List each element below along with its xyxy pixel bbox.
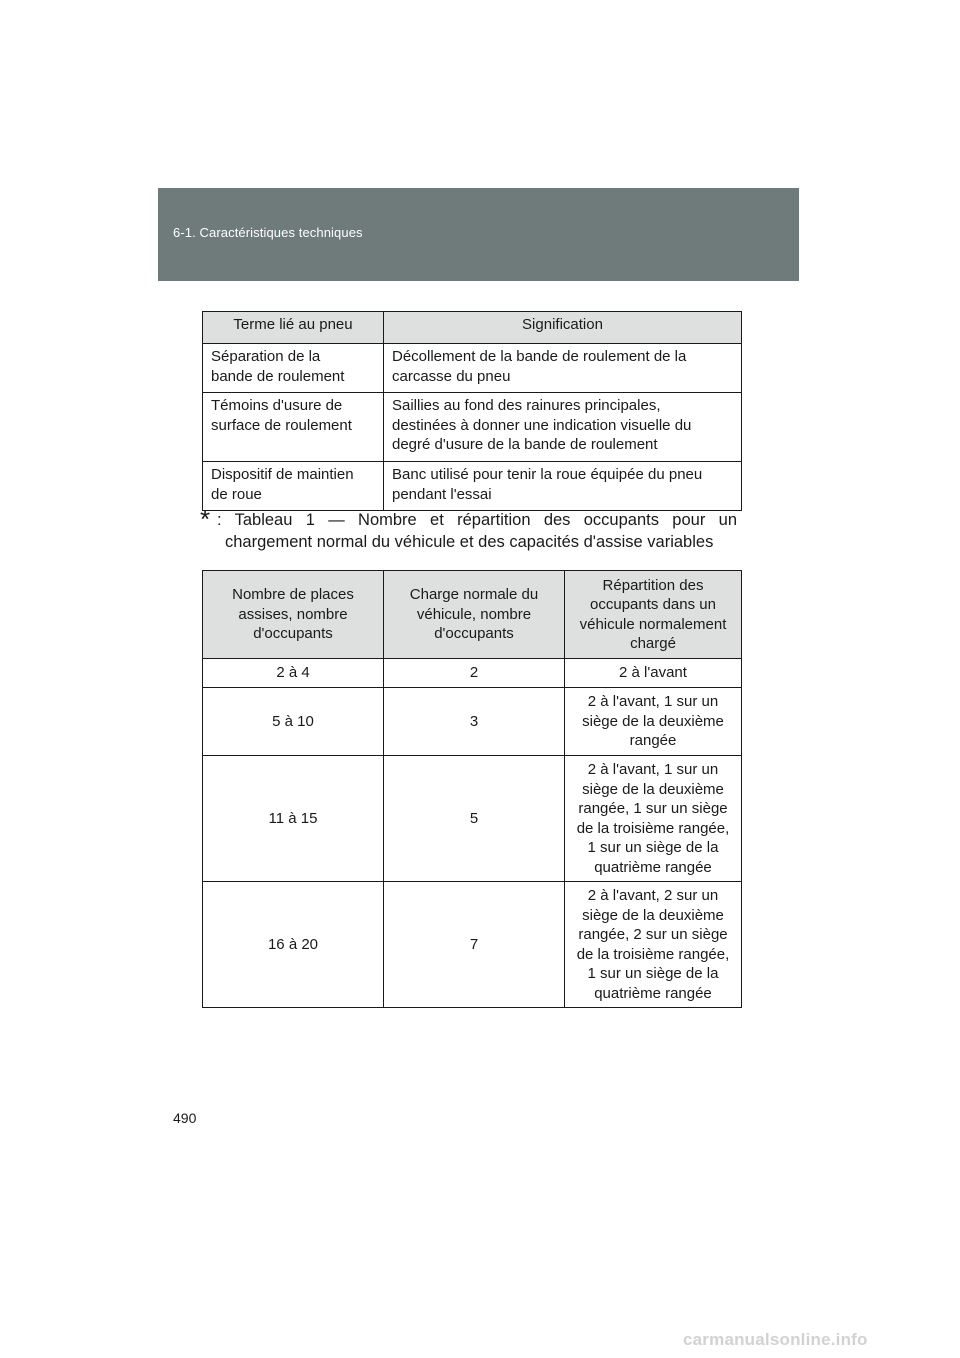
distribution-text: 2 à l'avant [619, 664, 687, 682]
column-header-meaning: Signification [384, 312, 742, 344]
column-header-distribution [565, 571, 742, 659]
page-number: 490 [173, 1110, 197, 1126]
term-text: Séparation de la bande de roulement [211, 348, 345, 385]
table-header-row [203, 312, 742, 344]
table-header-row [203, 571, 742, 659]
distribution-cell [565, 659, 742, 688]
seats-cell: 11 à 15 [203, 756, 384, 882]
table-row [203, 756, 742, 882]
table-row [203, 659, 742, 688]
watermark: carmanualsonline.info [683, 1330, 868, 1349]
normal-load-cell: 7 [384, 882, 565, 1008]
table-row [203, 393, 742, 462]
table-row [203, 688, 742, 756]
term-cell [203, 344, 384, 393]
meaning-text: Décollement de la bande de roulement de la carcasse du pneu [392, 348, 687, 385]
seats-cell: 2 à 4 [203, 659, 384, 688]
header-text: Charge normale du véhicule, nombre d'occupants [409, 586, 539, 643]
occupant-distribution-table [202, 570, 742, 1008]
term-cell [203, 462, 384, 511]
normal-load-cell: 3 [384, 688, 565, 756]
table-row [203, 882, 742, 1008]
seats-cell: 16 à 20 [203, 882, 384, 1008]
meaning-cell [384, 462, 742, 511]
distribution-cell [565, 882, 742, 1008]
meaning-cell [384, 344, 742, 393]
column-header-normal-load [384, 571, 565, 659]
meaning-text: Saillies au fond des rainures principales, destinées à donner une indication visuelle du degré d'usure de la bande de roulement [392, 397, 692, 453]
distribution-text: 2 à l'avant, 1 sur un siège de la deuxième rangée [582, 693, 724, 750]
footnote-line-2: chargement normal du véhicule et des capacités d'assise variables [225, 533, 714, 551]
distribution-cell [565, 688, 742, 756]
footnote-marker: * [200, 504, 211, 534]
normal-load-cell: 2 [384, 659, 565, 688]
section-title: 6-1. Caractéristiques techniques [173, 225, 363, 240]
distribution-text: 2 à l'avant, 1 sur un siège de la deuxième rangée, 1 sur un siège de la troisième rangée, 1 sur un siège de la quatrième rangée [576, 761, 730, 876]
column-header-term: Terme lié au pneu [203, 312, 384, 344]
meaning-text: Banc utilisé pour tenir la roue équipée du pneu pendant l'essai [392, 466, 703, 503]
footnote-line-1: : Tableau 1 — Nombre et répartition des occupants pour un [217, 511, 737, 529]
table-row [203, 462, 742, 511]
header-text: Nombre de places assises, nombre d'occupants [232, 586, 354, 643]
header-text: Répartition des occupants dans un véhicule normalement chargé [579, 576, 727, 652]
seats-cell: 5 à 10 [203, 688, 384, 756]
column-header-seats [203, 571, 384, 659]
distribution-text: 2 à l'avant, 2 sur un siège de la deuxième rangée, 2 sur un siège de la troisième rangée, 1 sur un siège de la quatrième rangée [576, 887, 730, 1002]
term-cell [203, 393, 384, 462]
tire-terms-table [202, 311, 742, 511]
table-row [203, 344, 742, 393]
meaning-cell [384, 393, 742, 462]
normal-load-cell: 5 [384, 756, 565, 882]
distribution-cell [565, 756, 742, 882]
term-text: Témoins d'usure de surface de roulement [211, 397, 352, 434]
term-text: Dispositif de maintien de roue [211, 466, 354, 503]
